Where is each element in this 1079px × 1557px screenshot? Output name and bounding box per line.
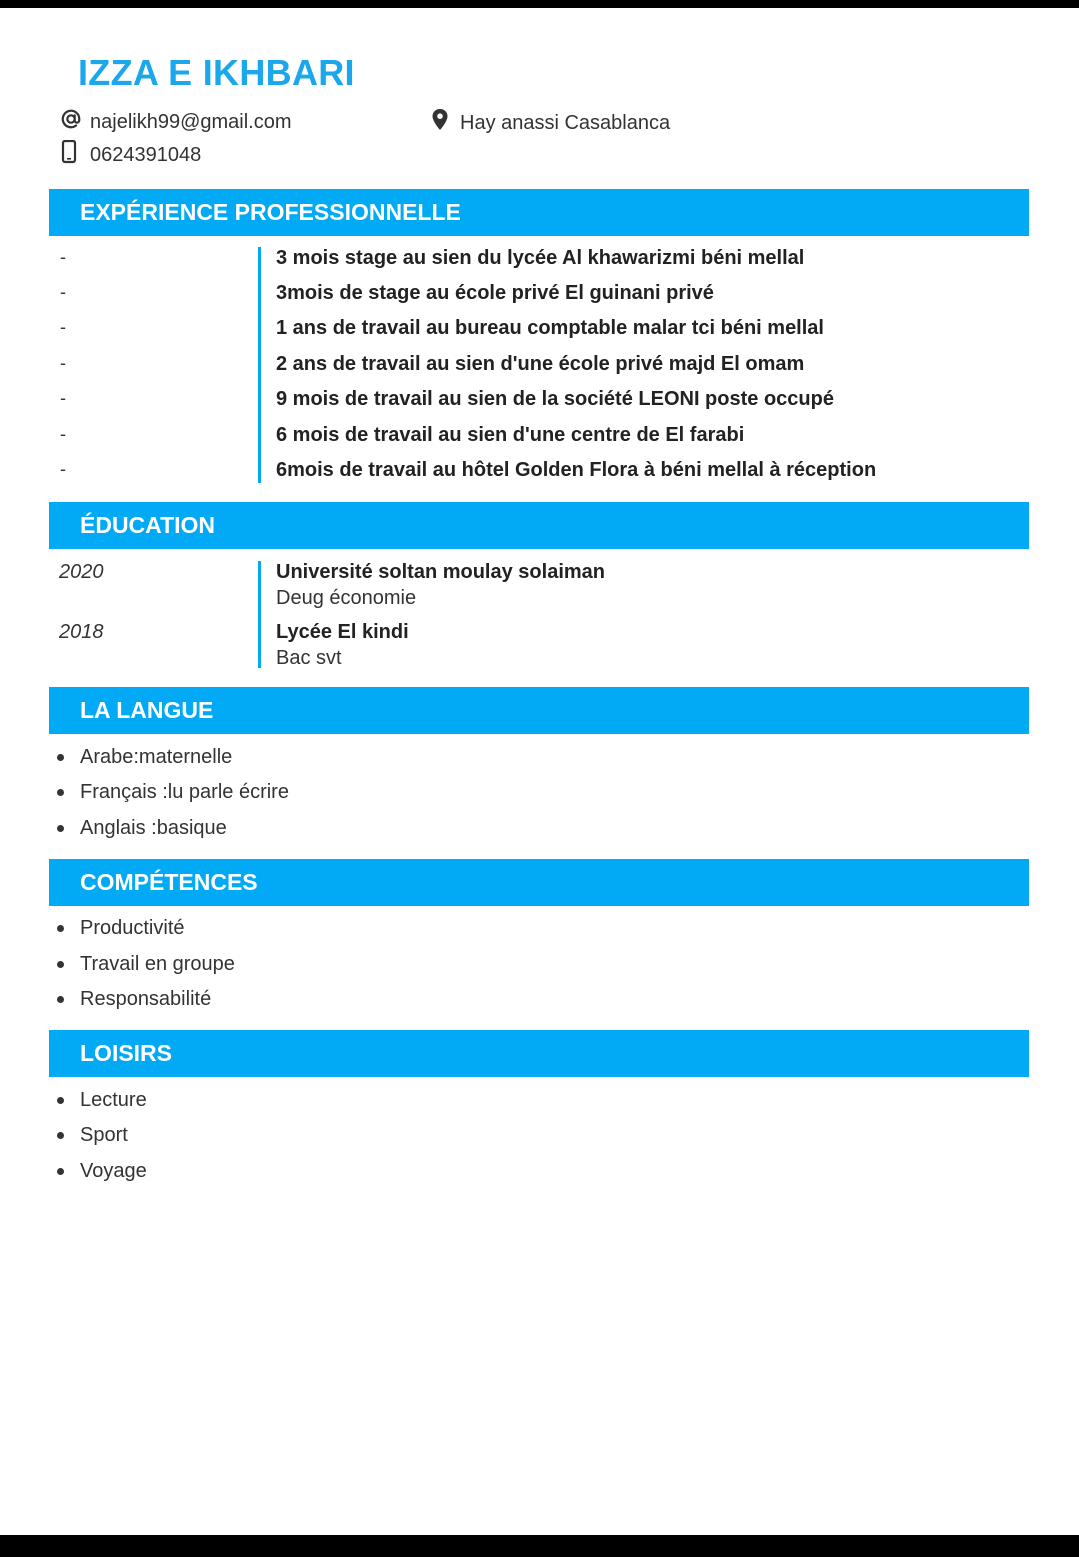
experience-text: 6 mois de travail au sien d'une centre de El farabi bbox=[276, 424, 745, 446]
section-hobbies-header: LOISIRS bbox=[49, 1030, 1029, 1077]
experience-item bbox=[0, 424, 1079, 459]
contact-address bbox=[430, 108, 670, 138]
hobby-item bbox=[0, 1124, 600, 1159]
bullet-dot bbox=[57, 789, 64, 796]
experience-item bbox=[0, 459, 1079, 494]
experience-text: 9 mois de travail au sien de la société LEONI poste occupé bbox=[276, 388, 834, 410]
language-item bbox=[0, 746, 600, 781]
language-item bbox=[0, 817, 600, 852]
experience-dash: - bbox=[60, 388, 66, 408]
email-text[interactable]: najelikh99@gmail.com bbox=[90, 110, 292, 133]
experience-text: 3mois de stage au école privé El guinani privé bbox=[276, 282, 714, 304]
skill-item bbox=[0, 988, 600, 1023]
skill-item bbox=[0, 953, 600, 988]
bottom-navigation-bar bbox=[0, 1535, 1079, 1557]
experience-item bbox=[0, 247, 1079, 282]
bullet-dot bbox=[57, 961, 64, 968]
experience-dash: - bbox=[60, 282, 66, 302]
hobby-text: Lecture bbox=[80, 1089, 147, 1111]
candidate-name: IZZA E IKHBARI bbox=[78, 52, 355, 93]
language-text: Arabe:maternelle bbox=[80, 746, 233, 768]
language-item bbox=[0, 781, 600, 816]
education-degree: Bac svt bbox=[276, 647, 342, 669]
section-education-header: ÉDUCATION bbox=[49, 502, 1029, 549]
at-icon bbox=[60, 108, 84, 136]
education-timeline-line bbox=[258, 561, 261, 668]
map-pin-icon bbox=[430, 108, 454, 138]
mobile-phone-icon bbox=[60, 140, 84, 170]
contact-email bbox=[60, 108, 292, 136]
language-text: Français :lu parle écrire bbox=[80, 781, 289, 803]
bullet-dot bbox=[57, 1132, 64, 1139]
skill-item bbox=[0, 917, 600, 952]
education-year: 2018 bbox=[59, 621, 104, 643]
experience-item bbox=[0, 317, 1079, 352]
experience-text: 3 mois stage au sien du lycée Al khawarizmi béni mellal bbox=[276, 247, 805, 269]
experience-item bbox=[0, 282, 1079, 317]
bullet-dot bbox=[57, 996, 64, 1003]
education-school: Lycée El kindi bbox=[276, 621, 409, 643]
experience-text: 6mois de travail au hôtel Golden Flora à béni mellal à réception bbox=[276, 459, 877, 481]
bullet-dot bbox=[57, 1168, 64, 1175]
skill-text: Travail en groupe bbox=[80, 953, 235, 975]
bullet-dot bbox=[57, 925, 64, 932]
address-text: Hay anassi Casablanca bbox=[460, 111, 671, 134]
language-text: Anglais :basique bbox=[80, 817, 227, 839]
experience-dash: - bbox=[60, 247, 66, 267]
section-languages-header: LA LANGUE bbox=[49, 687, 1029, 734]
contact-phone bbox=[60, 140, 201, 170]
experience-dash: - bbox=[60, 317, 66, 337]
experience-item bbox=[0, 353, 1079, 388]
experience-dash: - bbox=[60, 353, 66, 373]
skill-text: Productivité bbox=[80, 917, 185, 939]
hobby-item bbox=[0, 1160, 600, 1195]
experience-dash: - bbox=[60, 424, 66, 444]
experience-text: 2 ans de travail au sien d'une école privé majd El omam bbox=[276, 353, 805, 375]
education-year: 2020 bbox=[59, 561, 104, 583]
hobby-item bbox=[0, 1089, 600, 1124]
top-status-bar bbox=[0, 0, 1079, 8]
experience-text: 1 ans de travail au bureau comptable malar tci béni mellal bbox=[276, 317, 824, 339]
experience-dash: - bbox=[60, 459, 66, 479]
education-school: Université soltan moulay solaiman bbox=[276, 561, 605, 583]
experience-item bbox=[0, 388, 1079, 423]
section-skills-header: COMPÉTENCES bbox=[49, 859, 1029, 906]
skill-text: Responsabilité bbox=[80, 988, 212, 1010]
bullet-dot bbox=[57, 754, 64, 761]
phone-text[interactable]: 0624391048 bbox=[90, 143, 202, 166]
section-experience-header: EXPÉRIENCE PROFESSIONNELLE bbox=[49, 189, 1029, 236]
bullet-dot bbox=[57, 825, 64, 832]
hobby-text: Sport bbox=[80, 1124, 128, 1146]
hobby-text: Voyage bbox=[80, 1160, 147, 1182]
education-degree: Deug économie bbox=[276, 587, 417, 609]
bullet-dot bbox=[57, 1097, 64, 1104]
